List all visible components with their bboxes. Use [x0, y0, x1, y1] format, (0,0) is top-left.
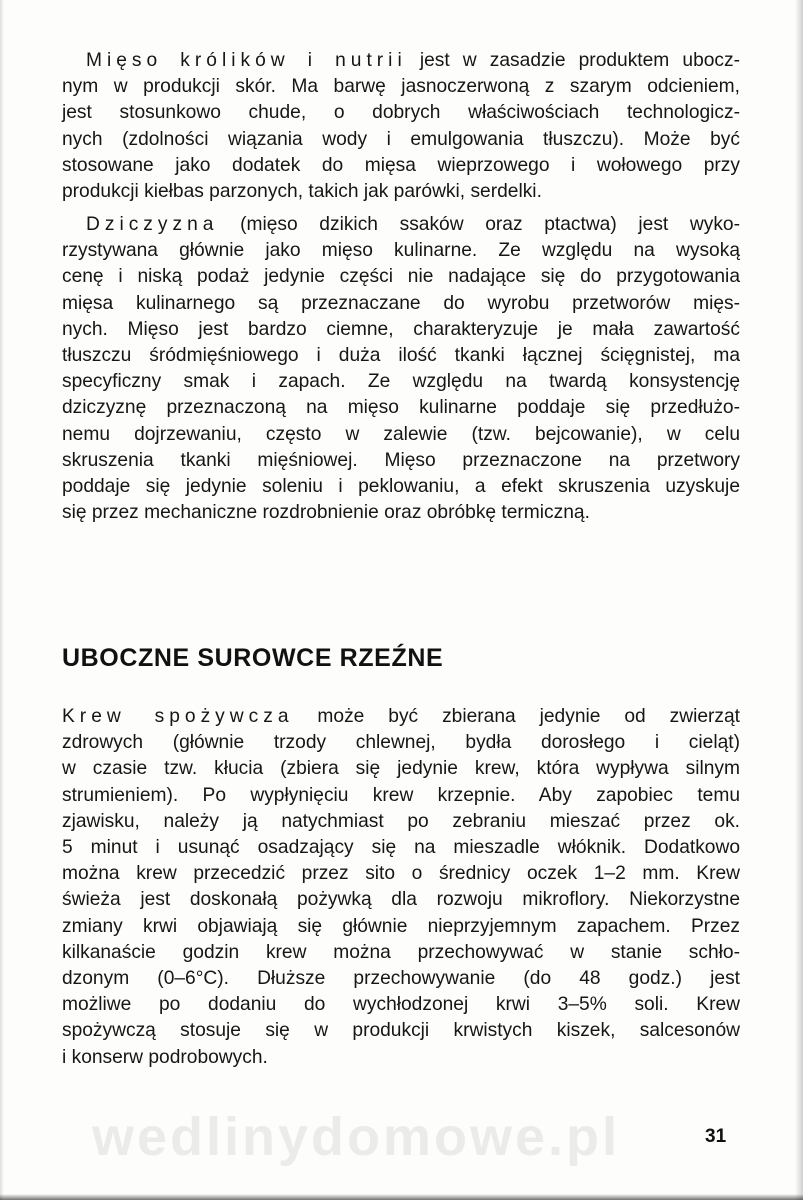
text-line: się przez mechaniczne rozdrobnienie oraz obróbkę termiczną. — [62, 502, 590, 524]
page-number: 31 — [705, 1126, 727, 1147]
text-line: tłuszczu śródmięśniowego i duża ilość tkanki łącznej ścięgnistej, ma — [62, 345, 740, 367]
text-line: strumieniem). Po wypłynięciu krew krzepnie. Aby zapobiec temu — [62, 784, 740, 806]
text-line — [62, 212, 740, 238]
text-line: zdrowych (głównie trzody chlewnej, bydła dorosłego i cieląt) — [62, 732, 740, 754]
text-line: dziczyznę przeznaczoną na mięso kulinarne poddaje się przedłużo- — [62, 397, 740, 419]
text-line: produkcji kiełbas parzonych, takich jak parówki, serdelki. — [62, 181, 542, 203]
text-line: w czasie tzw. kłucia (zbiera się jedynie krew, która wypływa silnym — [62, 758, 740, 780]
text-line: nemu dojrzewaniu, często w zalewie (tzw. bejcowanie), w celu — [62, 423, 740, 445]
watermark: wedlinydomowe.pl — [92, 1107, 621, 1167]
text-line: dzonym (0–6°C). Dłuższe przechowywanie (do 48 godz.) jest — [62, 968, 740, 990]
page-bottom-edge-shadow — [0, 1194, 803, 1200]
line-text: może być zbierana jedynie od zwierząt — [293, 706, 740, 727]
text-line: 5 minut i usunąć osadzający się na mieszadle włóknik. Dodatkowo — [62, 837, 740, 859]
text-line: nych (zdolności wiązania wody i emulgowania tłuszczu). Może być — [62, 128, 740, 150]
text-line: poddaje się jedynie soleniu i peklowaniu, a efekt skruszenia uzyskuje — [62, 476, 740, 498]
text-line: i konserw podrobowych. — [62, 1046, 268, 1068]
paragraph-game-meat — [62, 212, 740, 526]
text-line: rzystywana głównie jako mięso kulinarne. Ze względu na wysoką — [62, 240, 740, 262]
text-line: kilkanaście godzin krew można przechowywać w stanie schło- — [62, 941, 740, 963]
text-line: możliwe po dodaniu do wychłodzonej krwi 3–5% soli. Krew — [62, 994, 740, 1016]
paragraph-edible-blood — [62, 704, 740, 1071]
text-line: spożywczą stosuje się w produkcji krwistych kiszek, salcesonów — [62, 1020, 740, 1042]
text-line: zjawisku, należy ją natychmiast po zebraniu mieszać przez ok. — [62, 810, 740, 832]
text-line: specyficzny smak i zapach. Ze względu na twardą konsystencję — [62, 371, 740, 393]
text-line: stosowane jako dodatek do mięsa wieprzowego i wołowego przy — [62, 154, 740, 176]
text-line: jest stosunkowo chude, o dobrych właściwościach technologicz- — [62, 102, 740, 124]
text-line — [62, 704, 740, 730]
section-heading: UBOCZNE SUROWCE RZEŹNE — [62, 644, 444, 672]
text-line: można krew przecedzić przez sito o średnicy oczek 1–2 mm. Krew — [62, 863, 740, 885]
text-line: nych. Mięso jest bardzo ciemne, charakteryzuje je mała zawartość — [62, 318, 740, 340]
text-line: mięsa kulinarnego są przeznaczane do wyrobu przetworów mięs- — [62, 292, 740, 314]
line-text: jest w zasadzie produktem ubocz- — [406, 50, 741, 71]
text-line: zmiany krwi objawiają się głównie nieprzyjemnym zapachem. Przez — [62, 915, 740, 937]
line-text: (mięso dzikich ssaków oraz ptactwa) jest wyko- — [218, 214, 740, 235]
spaced-lead-term: Dziczyzna — [86, 214, 219, 235]
text-line: nym w produkcji skór. Ma barwę jasnoczerwoną z szarym odcieniem, — [62, 76, 740, 98]
spaced-lead-term: Krew spożywcza — [62, 706, 294, 727]
text-line — [62, 48, 740, 74]
paragraph-rabbit-nutria-meat — [62, 48, 740, 205]
page-left-edge-shadow — [0, 0, 4, 1200]
page-right-edge-shadow — [795, 0, 803, 1200]
spaced-lead-term: Mięso królików i nutrii — [86, 50, 407, 71]
text-line: świeża jest doskonałą pożywką dla rozwoju mikroflory. Niekorzystne — [62, 889, 740, 911]
text-line: skruszenia tkanki mięśniowej. Mięso przeznaczone na przetwory — [62, 449, 740, 471]
text-line: cenę i niską podaż jedynie części nie nadające się do przygotowania — [62, 266, 740, 288]
